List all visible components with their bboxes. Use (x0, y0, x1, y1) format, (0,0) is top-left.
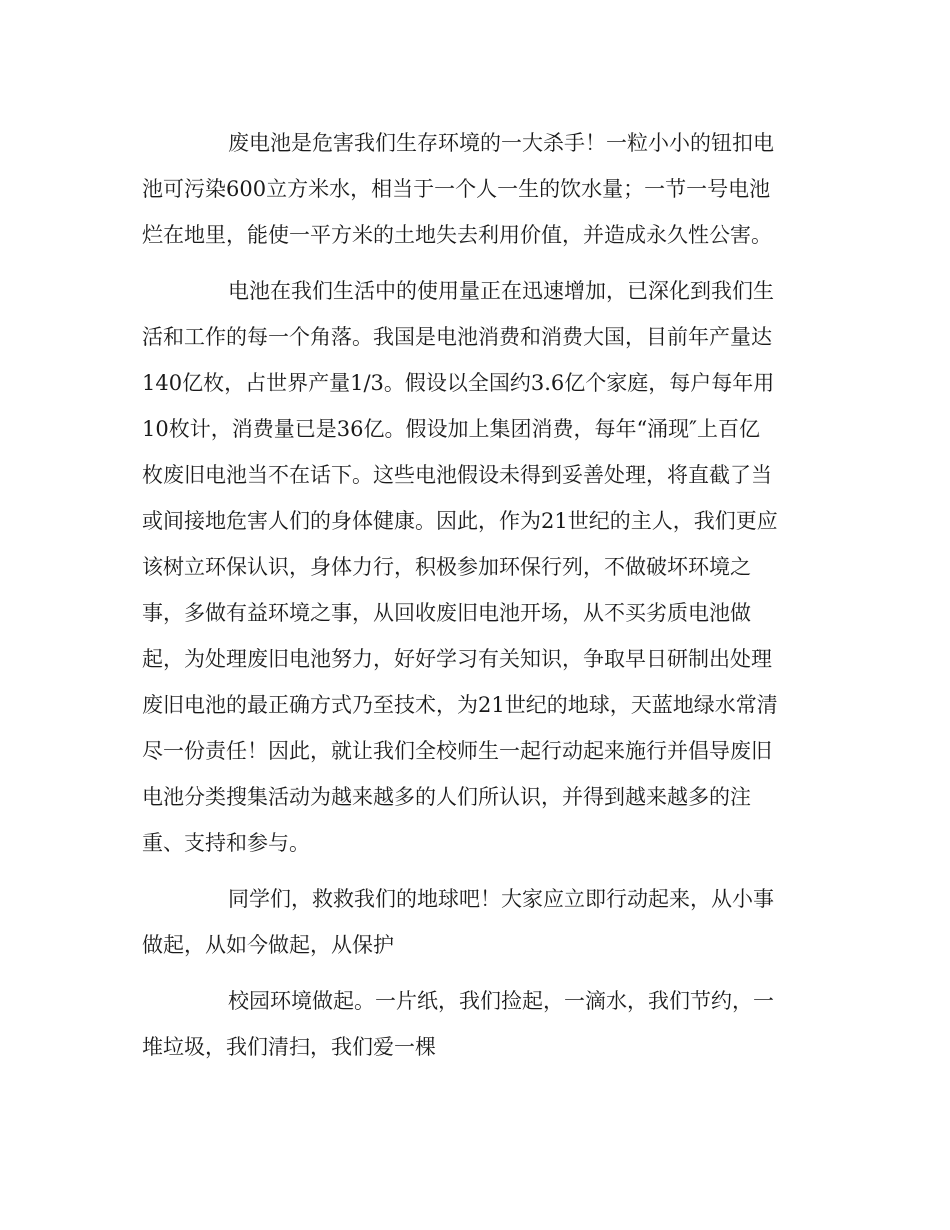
text-line: 废旧电池的最正确方式乃至技术，为21世纪的地球，天蓝地绿水常清 (142, 693, 778, 717)
paragraph-1 (142, 120, 808, 258)
text-line: 或间接地危害人们的身体健康。因此，作为21世纪的主人，我们更应 (142, 509, 778, 533)
paragraph-gap (142, 866, 808, 876)
text-line: 校园环境做起。一片纸，我们捡起，一滴水，我们节约，一 (228, 989, 774, 1013)
text-line: 做起，从如今做起，从保护 (142, 933, 394, 957)
text-line: 废电池是危害我们生存环境的一大杀手！一粒小小的钮扣电 (228, 131, 774, 155)
text-line: 起，为处理废旧电池努力，好好学习有关知识，争取早日研制出处理 (142, 647, 772, 671)
text-line: 140亿枚，占世界产量1/3。假设以全国约3.6亿个家庭，每户每年用 (142, 371, 775, 395)
paragraph-gap (142, 968, 808, 978)
text-line: 10枚计，消费量已是36亿。假设加上集团消费，每年“涌现″上百亿 (142, 417, 761, 441)
text-line: 池可污染600立方米水，相当于一个人一生的饮水量；一节一号电池 (142, 177, 771, 201)
text-line: 同学们，救救我们的地球吧！大家应立即行动起来，从小事 (228, 887, 774, 911)
paragraph-4 (142, 978, 808, 1070)
text-line: 电池在我们生活中的使用量正在迅速增加，已深化到我们生 (228, 279, 774, 303)
text-line: 堆垃圾，我们清扫，我们爱一棵 (142, 1035, 436, 1059)
text-line: 尽一份责任！因此，就让我们全校师生一起行动起来施行并倡导废旧 (142, 739, 772, 763)
text-line: 事，多做有益环境之事，从回收废旧电池开场，从不买劣质电池做 (142, 601, 751, 625)
text-line: 重、支持和参与。 (142, 831, 310, 855)
paragraph-2 (142, 268, 808, 866)
text-line: 枚废旧电池当不在话下。这些电池假设未得到妥善处理，将直截了当 (142, 463, 772, 487)
text-line: 电池分类搜集活动为越来越多的人们所认识，并得到越来越多的注 (142, 785, 751, 809)
document-body (142, 120, 808, 1070)
text-line: 该树立环保认识，身体力行，积极参加环保行列，不做破坏环境之 (142, 555, 751, 579)
text-line: 烂在地里，能使一平方米的土地失去利用价值，并造成永久性公害。 (142, 223, 772, 247)
paragraph-3 (142, 876, 808, 968)
paragraph-gap (142, 258, 808, 268)
text-line: 活和工作的每一个角落。我国是电池消费和消费大国，目前年产量达 (142, 325, 772, 349)
